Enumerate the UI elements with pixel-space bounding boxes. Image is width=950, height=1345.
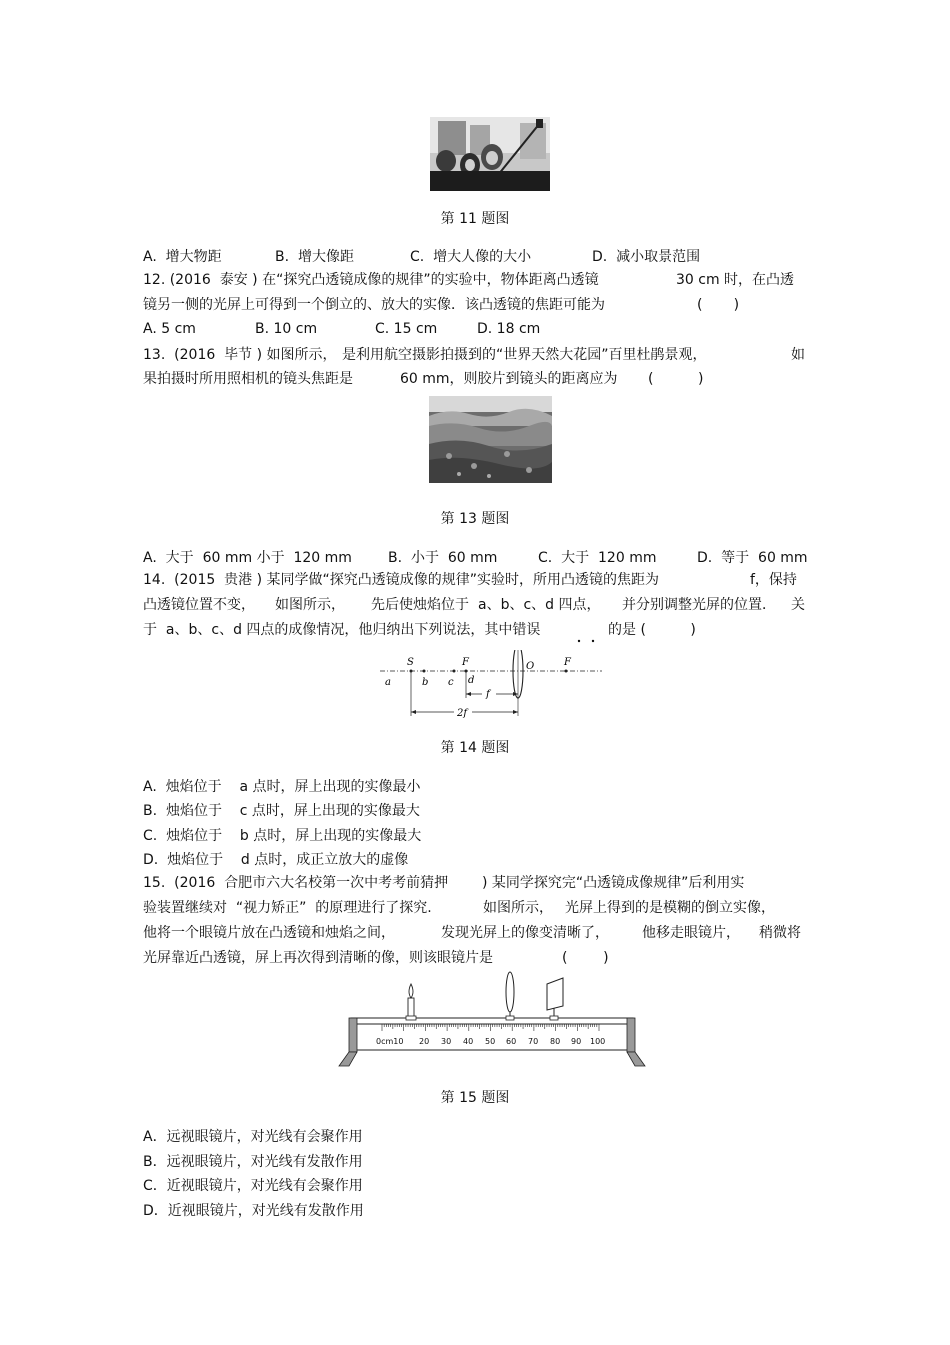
label-S: S	[407, 657, 414, 668]
question-15-line-3-d: 稍微将	[759, 925, 801, 941]
question-14-line-2-c: 先后使烛焰位于	[371, 597, 469, 613]
option-a: A. 增大物距	[143, 249, 222, 265]
option-c: C. 增大人像的大小	[410, 249, 532, 265]
label-F-left: F	[462, 657, 469, 668]
label-F-right: F	[564, 657, 571, 668]
question-14-line-2-f: 关	[791, 597, 805, 613]
option-b: B. 增大像距	[275, 249, 354, 265]
option-b: B. 10 cm	[255, 321, 318, 337]
ruler-label-20: 20	[419, 1037, 430, 1046]
answer-bracket: ( )	[562, 950, 609, 966]
question-15-line-2-c: 光屏上得到的是模糊的倒立实像，	[565, 900, 775, 916]
question-13-line-2: 果拍摄时所用照相机的镜头焦距是	[143, 371, 353, 387]
question-12-line-2: 镜另一侧的光屏上可得到一个倒立的、放大的实像．该凸透镜的焦距可能为	[143, 297, 605, 313]
optical-bench-diagram	[337, 970, 647, 1070]
ruler-label-60: 60	[506, 1037, 517, 1046]
selfie-photo	[430, 117, 550, 191]
question-15-line-3: 他将一个眼镜片放在凸透镜和烛焰之间，	[143, 925, 395, 941]
question-15-line-4: 光屏靠近凸透镜，屏上再次得到清晰的像，则该眼镜片是	[143, 950, 493, 966]
label-a: a	[385, 677, 391, 688]
question-12-line-1: 12. (2016 泰安 ) 在“探究凸透镜成像的规律”的实验中，物体距离凸透镜	[143, 272, 599, 288]
option-d: D. 18 cm	[477, 321, 541, 337]
answer-bracket: ( )	[648, 371, 704, 387]
ruler-label-100: 100	[590, 1037, 606, 1046]
ruler-label-40: 40	[463, 1037, 474, 1046]
label-O: O	[526, 661, 535, 672]
option-a: A. 烛焰位于 a 点时，屏上出现的实像最小	[143, 779, 421, 795]
figure-caption-11: 第 11 题图	[440, 211, 510, 227]
label-f: f	[486, 689, 490, 700]
option-b: B. 小于 60 mm	[388, 550, 498, 566]
option-c: C. 15 cm	[375, 321, 438, 337]
option-a: A. 大于 60 mm 小于 120 mm	[143, 550, 352, 566]
label-2f: 2f	[457, 708, 468, 719]
question-15-line-2-b: 如图所示，	[483, 900, 553, 916]
figure-caption-14: 第 14 题图	[440, 740, 510, 756]
question-15-line-3-c: 他移走眼镜片，	[642, 925, 740, 941]
answer-bracket: ( )	[697, 297, 740, 313]
option-b: B. 烛焰位于 c 点时，屏上出现的实像最大	[143, 803, 420, 819]
label-d: d	[468, 675, 475, 686]
question-15-line-2: 验装置继续对 “视力矫正” 的原理进行了探究.	[143, 900, 432, 916]
question-15-line-1-end: ) 某同学探究完“凸透镜成像规律”后利用实	[482, 875, 745, 891]
question-15-line-3-b: 发现光屏上的像变清晰了，	[441, 925, 609, 941]
question-14-line-1-end: f，保持	[750, 572, 797, 588]
lens-diagram	[378, 650, 604, 722]
label-c: c	[448, 677, 454, 688]
question-15-line-1: 15. (2016 合肥市六大名校第一次中考考前猜押	[143, 875, 449, 891]
ruler-label-50: 50	[485, 1037, 496, 1046]
option-b: B．远视眼镜片，对光线有发散作用	[143, 1154, 363, 1170]
option-a: A. 5 cm	[143, 321, 196, 337]
option-d: D. 减小取景范围	[592, 249, 701, 265]
question-13-line-1: 13. (2016 毕节 ) 如图所示，	[143, 347, 337, 363]
figure-caption-15: 第 15 题图	[440, 1090, 510, 1106]
question-13-line-1-end: 如	[791, 347, 805, 363]
answer-bracket: 的是 ( )	[608, 622, 696, 638]
option-c: C．近视眼镜片，对光线有会聚作用	[143, 1178, 363, 1194]
question-12-line-1-end: 30 cm 时，在凸透	[676, 272, 795, 288]
aerial-landscape-photo	[429, 396, 552, 483]
ruler-label-90: 90	[571, 1037, 582, 1046]
label-b: b	[422, 677, 429, 688]
option-c: C. 大于 120 mm	[538, 550, 657, 566]
question-13-line-1-mid: 是利用航空摄影拍摄到的“世界天然大花园”百里杜鹃景观，	[342, 347, 707, 363]
question-14-line-2-b: 如图所示，	[275, 597, 345, 613]
question-14-line-2-d: a、b、c、d 四点，	[478, 597, 601, 613]
figure-caption-13: 第 13 题图	[440, 511, 510, 527]
option-c: C. 烛焰位于 b 点时，屏上出现的实像最大	[143, 828, 422, 844]
ruler-label-70: 70	[528, 1037, 539, 1046]
option-d: D. 烛焰位于 d 点时，成正立放大的虚像	[143, 852, 409, 868]
question-13-line-2-mid: 60 mm，则胶片到镜头的距离应为	[400, 371, 618, 387]
ruler-label-80: 80	[550, 1037, 561, 1046]
question-14-line-1: 14. (2015 贵港 ) 某同学做“探究凸透镜成像的规律”实验时，所用凸透镜的焦距为	[143, 572, 660, 588]
option-d: D. 等于 60 mm	[697, 550, 808, 566]
option-d: D．近视眼镜片，对光线有发散作用	[143, 1203, 364, 1219]
question-14-line-3: 于 a、b、c、d 四点的成像情况，他归纳出下列说法，其中错误	[143, 622, 541, 638]
question-14-line-2-e: 并分别调整光屏的位置．	[622, 597, 776, 613]
emphasis-dots	[574, 630, 604, 642]
question-14-line-2: 凸透镜位置不变，	[143, 597, 255, 613]
ruler-label-0: 0cm10	[376, 1037, 404, 1046]
ruler-label-30: 30	[441, 1037, 452, 1046]
option-a: A．远视眼镜片，对光线有会聚作用	[143, 1129, 363, 1145]
